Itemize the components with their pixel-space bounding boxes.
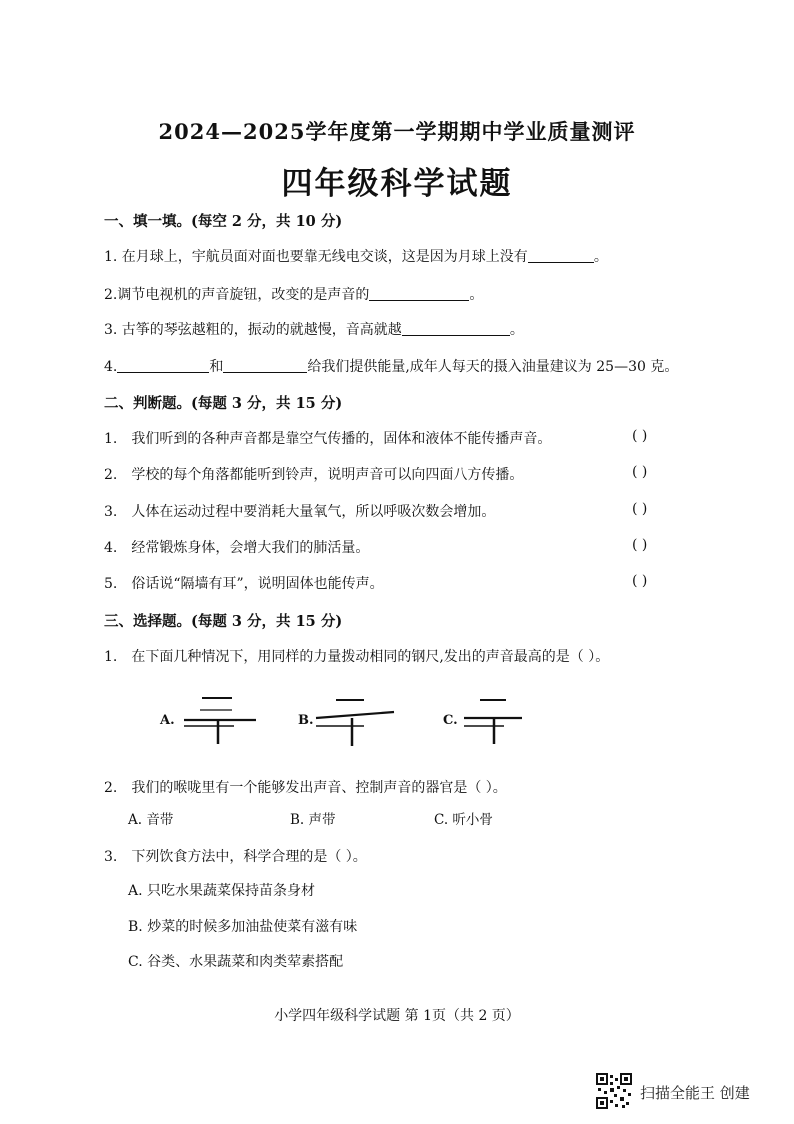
fill-question-4-num: 4. (104, 359, 118, 375)
answer-paren[interactable]: ( ) (632, 464, 648, 480)
question-text: 在下面几种情况下，用同样的力量拨动相同的钢尺,发出的声音最高的是（ ）。 (131, 649, 610, 665)
fill-question-4-end: 给我们提供能量,成年人每天的摄入油量建议为 25—30 克。 (307, 359, 679, 375)
fill-question-2 (104, 284, 483, 304)
fill-question-1-end: 。 (593, 249, 608, 265)
question-number: 1. (104, 649, 118, 665)
page-footer: 小学四年级科学试题 第 1页（共 2 页） (274, 1008, 520, 1024)
option-a-label[interactable]: A. (160, 713, 175, 728)
question-text: 我们的喉咙里有一个能够发出声音、控制声音的器官是（ ）。 (131, 780, 507, 796)
fill-question-3-text: 3. 古筝的琴弦越粗的，振动的就越慢，音高就越 (104, 322, 402, 338)
subject-title: 四年级科学试题 (281, 166, 513, 202)
question-number: 1. (104, 431, 118, 447)
ruler-diagram-c (460, 690, 530, 750)
question-number: 2. (104, 780, 118, 796)
fill-question-3-end: 。 (509, 322, 524, 338)
option-c-label[interactable]: C. (443, 713, 458, 728)
fill-question-4-mid: 和 (209, 359, 224, 375)
answer-paren[interactable]: ( ) (632, 501, 648, 517)
fill-question-3 (104, 319, 524, 339)
ruler-diagram-a (180, 690, 260, 750)
scanner-watermark: 扫描全能王 创建 (640, 1084, 750, 1102)
option-b-label[interactable]: B. (298, 713, 314, 728)
fill-question-1-text: 1. 在月球上，宇航员面对面也要靠无线电交谈，这是因为月球上没有 (104, 249, 528, 265)
fill-question-4 (104, 356, 678, 376)
ruler-diagram-b (312, 690, 398, 750)
question-text: 我们听到的各种声音都是靠空气传播的，固体和液体不能传播声音。 (131, 431, 552, 447)
question-number: 2. (104, 467, 118, 483)
question-text: 人体在运动过程中要消耗大量氧气，所以呼吸次数会增加。 (131, 504, 496, 520)
answer-paren[interactable]: ( ) (632, 573, 648, 589)
choice-question-2 (104, 777, 507, 797)
answer-blank[interactable] (528, 248, 594, 263)
answer-blank[interactable] (369, 286, 469, 301)
question-text: 下列饮食方法中，科学合理的是（ ）。 (131, 849, 367, 865)
choice-3-option-a[interactable]: A. 只吃水果蔬菜保持苗条身材 (128, 883, 316, 899)
question-text: 经常锻炼身体，会增大我们的肺活量。 (131, 540, 370, 556)
fill-question-2-text: 2.调节电视机的声音旋钮，改变的是声音的 (104, 287, 370, 303)
question-number: 3. (104, 504, 118, 520)
answer-paren[interactable]: ( ) (632, 428, 648, 444)
fill-question-1 (104, 246, 608, 266)
choice-3-option-b[interactable]: B. 炒菜的时候多加油盐使菜有滋有味 (128, 919, 358, 935)
question-number: 4. (104, 540, 118, 556)
qr-code-icon (596, 1073, 632, 1109)
question-number: 5. (104, 576, 118, 592)
judge-question-2 (104, 464, 523, 484)
answer-blank[interactable] (402, 321, 510, 336)
answer-paren[interactable]: ( ) (632, 537, 648, 553)
question-text: 学校的每个角落都能听到铃声，说明声音可以向四面八方传播。 (131, 467, 524, 483)
fill-question-2-end: 。 (469, 287, 484, 303)
answer-blank[interactable] (117, 358, 209, 373)
choice-2-option-a[interactable]: A. 音带 (128, 812, 174, 828)
exam-title: 2024—2025学年度第一学期期中学业质量测评 (158, 119, 636, 144)
section3-heading: 三、选择题。(每题 3 分，共 15 分) (104, 613, 343, 630)
section2-heading: 二、判断题。(每题 3 分，共 15 分) (104, 395, 343, 412)
judge-question-3 (104, 501, 495, 521)
choice-question-3 (104, 846, 367, 866)
judge-question-4 (104, 537, 369, 557)
question-number: 3. (104, 849, 118, 865)
judge-question-5 (104, 573, 384, 593)
choice-2-option-c[interactable]: C. 听小骨 (434, 812, 493, 828)
choice-question-1 (104, 646, 609, 666)
section1-heading: 一、填一填。(每空 2 分，共 10 分) (104, 213, 343, 230)
answer-blank[interactable] (223, 358, 307, 373)
choice-3-option-c[interactable]: C. 谷类、水果蔬菜和肉类荤素搭配 (128, 954, 344, 970)
choice-2-option-b[interactable]: B. 声带 (290, 812, 336, 828)
judge-question-1 (104, 428, 551, 448)
question-text: 俗话说“隔墙有耳”，说明固体也能传声。 (131, 576, 384, 592)
